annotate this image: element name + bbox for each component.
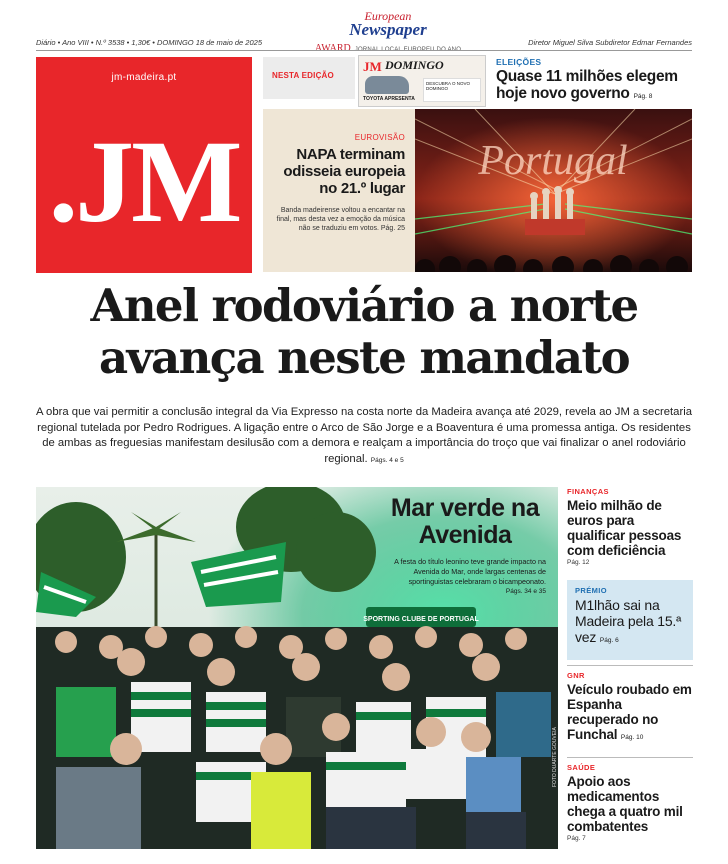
- story-premio[interactable]: [567, 580, 693, 660]
- story-headline[interactable]: Meio milhão de euros para qualificar pessoas com deficiência: [567, 498, 682, 558]
- nesta-edicao-text: NESTA EDIÇÃO: [272, 71, 334, 80]
- jm-logo[interactable]: [36, 57, 252, 273]
- story-kicker: EUROVISÃO: [354, 133, 405, 142]
- magazine-title: DOMINGO: [385, 58, 444, 72]
- site-url[interactable]: jm-madeira.pt: [111, 72, 177, 83]
- story-saude[interactable]: [567, 757, 693, 842]
- story-eurovisao[interactable]: [263, 109, 415, 272]
- story-eleicoes[interactable]: [496, 57, 696, 105]
- headline-text: Veículo roubado em Espanha recuperado no Funchal: [567, 682, 692, 742]
- story-headline[interactable]: [496, 68, 696, 105]
- story-headline[interactable]: Mar verde na Avenida: [390, 494, 540, 549]
- main-lede: [36, 405, 692, 468]
- award-line-1: European: [364, 9, 412, 23]
- story-kicker: SAÚDE: [567, 763, 596, 772]
- magazine-caption: TOYOTA APRESENTA: [363, 96, 415, 102]
- page-ref: Pág. 25: [380, 225, 405, 232]
- page-ref: Pág. 6: [599, 637, 619, 644]
- story-kicker: PRÉMIO: [575, 586, 607, 595]
- lede-text: A obra que vai permitir a conclusão integral da Via Expresso na costa norte da Madeira avança até 2029, revela ao JM a secretaria regional tutelada por Pedro Rodrigues. A ligação entre o Arco de São Jorge e a Boaventura é uma promessa antiga. Os residentes de ambas as freguesias manifestam desilusão com a demora e realçam a importância do troço que vai finalizar o anel rodoviário regional.: [36, 406, 693, 465]
- story-kicker: FINANÇAS: [567, 487, 609, 496]
- story-headline[interactable]: [567, 682, 693, 745]
- summary-text: Banda madeirense voltou a encantar na final, mas desta vez a emoção da música não se traduziu em votos.: [276, 207, 405, 232]
- award-line-3: AWARD: [314, 43, 351, 54]
- page-ref: Pág. 10: [620, 734, 644, 741]
- story-sporting[interactable]: [380, 495, 550, 595]
- stage-portugal-text: Portugal: [478, 138, 628, 184]
- headline-text: Quase 11 milhões elegem hoje novo governo: [496, 68, 678, 102]
- page-ref: Págs. 4 e 5: [370, 456, 404, 464]
- story-summary: [265, 206, 405, 233]
- eurovision-stage-photo[interactable]: [415, 109, 692, 272]
- page-ref: Págs. 34 e 35: [505, 588, 546, 595]
- page-ref: Pág. 12: [567, 559, 590, 566]
- magazine-jm: JM: [363, 59, 382, 74]
- page-ref: Pág. 8: [633, 93, 653, 100]
- story-kicker: GNR: [567, 671, 585, 680]
- story-headline[interactable]: [575, 597, 685, 649]
- masthead-info: [36, 38, 692, 48]
- nesta-edicao-label: [263, 57, 355, 99]
- divider: [36, 50, 692, 51]
- main-headline[interactable]: Anel rodoviário a norte avança neste mandato: [90, 279, 638, 384]
- magazine-cover-thumbnail[interactable]: [358, 55, 486, 107]
- story-headline[interactable]: Apoio aos medicamentos chega a quatro mil combatentes: [567, 774, 683, 834]
- editors-info: Diretor Miguel Silva Subdiretor Edmar Fernandes: [528, 38, 692, 47]
- story-summary: A festa do título leonino teve grande impacto na Avenida do Mar, onde largas centenas de sportinguistas celebraram o bicampeonato.: [394, 557, 546, 586]
- story-financas[interactable]: [567, 487, 693, 566]
- headline-text: M1lhão sai na Madeira pela 15.ª vez: [575, 597, 682, 645]
- car-image: [365, 76, 409, 94]
- sporting-banner-text: SPORTING CLUBE DE PORTUGAL: [363, 616, 479, 623]
- magazine-sub: DESCUBRA O NOVO DOMINGO: [423, 78, 481, 102]
- story-kicker: ELEIÇÕES: [496, 57, 542, 67]
- photo-credit: FOTO DUARTE GOUVEIA: [552, 727, 558, 787]
- story-gnr[interactable]: [567, 665, 693, 745]
- story-headline[interactable]: NAPA terminam odisseia europeia no 21.º lugar: [283, 146, 405, 197]
- award-line-4: JORNAL LOCAL EUROPEU DO ANO: [354, 47, 462, 53]
- jm-logo-mark: .JM: [48, 116, 240, 247]
- page-ref: Pág. 7: [567, 835, 586, 842]
- award-line-2: Newspaper: [349, 20, 427, 39]
- edition-info: Diário • Ano VIII • N.º 3538 • 1,30€ • DOMINGO 18 de maio de 2025: [36, 38, 262, 47]
